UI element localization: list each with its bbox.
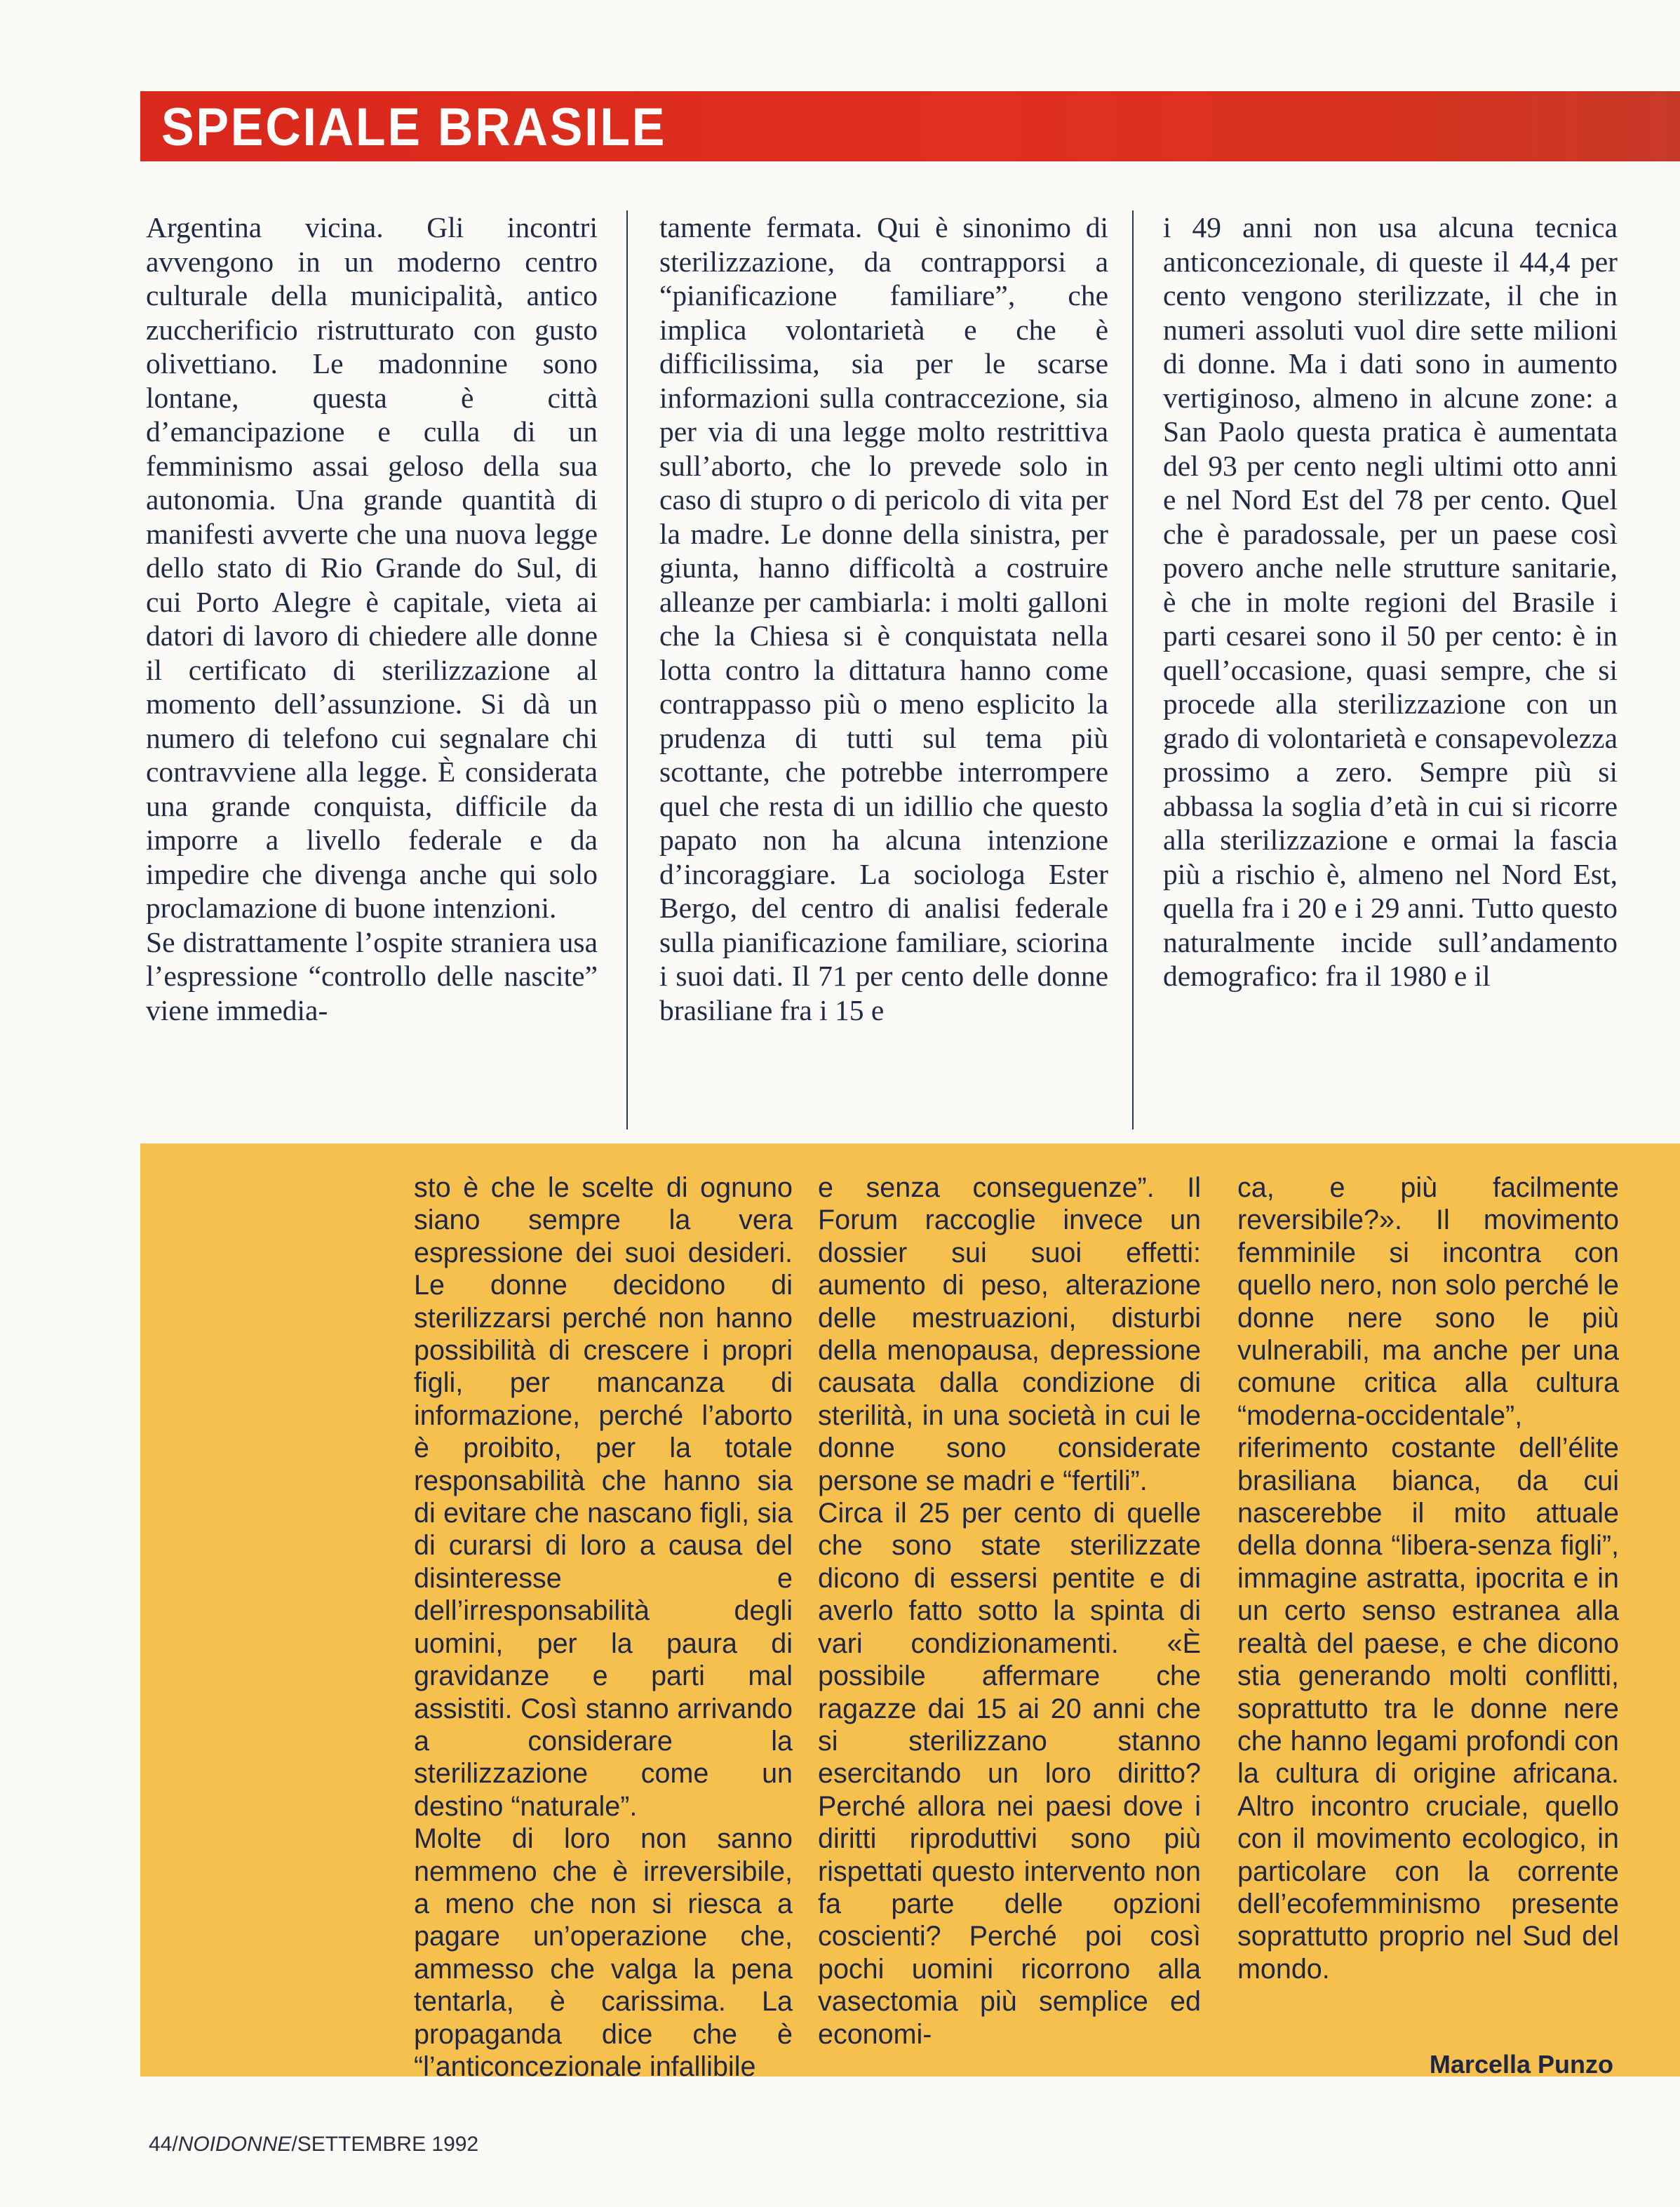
magazine-name: NOIDONNE (177, 2133, 292, 2156)
column-divider (1132, 210, 1134, 1129)
column-divider (626, 210, 628, 1129)
box-column-1 (414, 1172, 793, 2082)
page-footer (149, 2133, 478, 2156)
author-signature: Marcella Punzo (1429, 2050, 1613, 2079)
article-paragraph: tamente fermata. Qui è sinonimo di sterilizzazione, da contrapporsi a “pianificazione familiare”, che implica volontarietà e che è difficilissima, sia per le scarse informazioni sulla contraccezione, sia per via di una legge molto restrittiva sull’aborto, che lo prevede solo in caso di stupro o di pericolo di vita per la madre. Le donne della sinistra, per giunta, hanno difficoltà a costruire alleanze per cambiarla: i molti galloni che la Chiesa si è conquistata nella lotta contro la dittatura hanno come contrappasso più o meno esplicito la prudenza di tutti sul tema più scottante, che potrebbe interrompere quel che resta di un idillio che questo papato non ha alcuna intenzione d’incoraggiare. La sociologa Ester Bergo, del centro di analisi federale sulla pianificazione familiare, sciorina i suoi dati. Il 71 per cento delle donne brasiliane fra i 15 e (659, 211, 1108, 1026)
article-column-2 (659, 210, 1108, 1143)
page-number: 44/ (149, 2133, 178, 2156)
issue-date: /SETTEMBRE 1992 (291, 2133, 479, 2156)
box-paragraph: ca, e più facilmente reversibile?». Il movimento femminile si incontra con quello nero, non solo perché le donne nere sono le più vulnerabili, ma anche per una comune critica alla cultura “moderna-occidentale”, riferimento costante dell’élite brasiliana bianca, da cui nascerebbe il mito attuale della donna “libera-senza figli”, immagine astratta, ipocrita e in un certo senso estranea alla realtà del paese, e che dicono stia generando molti conflitti, soprattutto tra le donne nere che hanno legami profondi con la cultura di origine africana. Altro incontro cruciale, quello con il movimento ecologico, in particolare con la corrente dell’ecofemminismo presente soprattutto proprio nel Sud del mondo. (1237, 1172, 1619, 1985)
box-column-3 (1237, 1172, 1619, 2062)
box-column-2 (818, 1172, 1201, 2062)
article-paragraph: Argentina vicina. Gli incontri avvengono in un moderno centro culturale della municipalità, antico zuccherificio ristrutturato con gusto olivettiano. Le madonnine sono lontane, questa è città d’emancipazione e culla di un femminismo assai geloso della sua autonomia. Una grande quantità di manifesti avverte che una nuova legge dello stato di Rio Grande do Sul, di cui Porto Alegre è capitale, vieta ai datori di lavoro di chiedere alle donne il certificato di sterilizzazione al momento dell’assunzione. Si dà un numero di telefono cui segnalare chi contravviene alla legge. È considerata una grande conquista, difficile da imporre a livello federale e da impedire che divenga anche qui solo proclamazione di buone intenzioni. (146, 211, 598, 924)
article-paragraph: Se distrattamente l’ospite straniera usa l’espressione “controllo delle nascite” viene immedia- (146, 925, 598, 1026)
article-column-3 (1163, 210, 1618, 1143)
section-title: SPECIALE BRASILE (161, 98, 667, 157)
box-paragraph: sto è che le scelte di ognuno siano sempre la vera espressione dei suoi desideri. Le donne decidono di sterilizzarsi perché non hanno possibilità di crescere i propri figli, per mancanza di informazione, perché l’aborto è proibito, per la totale responsabilità che hanno sia di evitare che nascano figli, sia di curarsi di loro a causa del disinteresse e dell’irresponsabilità degli uomini, per la paura di gravidanze e parti mal assistiti. Così stanno arrivando a considerare la sterilizzazione come un destino “naturale”. (414, 1172, 793, 1822)
box-paragraph: e senza conseguenze”. Il Forum raccoglie invece un dossier sui suoi effetti: aumento di peso, alterazione delle mestruazioni, disturbi della menopausa, depressione causata dalla condizione di sterilità, in una società in cui le donne sono considerate persone se madri e “fertili”. (818, 1172, 1201, 1496)
box-paragraph: Circa il 25 per cento di quelle che sono state sterilizzate dicono di essersi pentite e di averlo fatto sotto la spinta di vari condizionamenti. «È possibile affermare che ragazze dai 15 ai 20 anni che si sterilizzano stanno esercitando un loro diritto? Perché allora nei paesi dove i diritti riproduttivi sono più rispettati questo intervento non fa parte delle opzioni coscienti? Perché poi così pochi uomini ricorrono alla vasectomia più semplice ed economi- (818, 1498, 1201, 2050)
box-paragraph: Molte di loro non sanno nemmeno che è irreversibile, a meno che non si riesca a pagare un’operazione che, ammesso che valga la pena tentarla, è carissima. La propaganda dice che è “l’anticoncezionale infallibile (414, 1823, 793, 2082)
article-column-1 (146, 210, 598, 1143)
article-paragraph: i 49 anni non usa alcuna tecnica anticoncezionale, di queste il 44,4 per cento vengono sterilizzate, il che in numeri assoluti vuol dire sette milioni di donne. Ma i dati sono in aumento vertiginoso, almeno in alcune zone: a San Paolo questa pratica è aumentata del 93 per cento negli ultimi otto anni e nel Nord Est del 78 per cento. Quel che è paradossale, per un paese così povero anche nelle strutture sanitarie, è che in molte regioni del Brasile i parti cesarei sono il 50 per cento: è in quell’occasione, quasi sempre, che si procede alla sterilizzazione con un grado di volontarietà e consapevolezza prossimo a zero. Sempre più si abbassa la soglia d’età in cui si ricorre alla sterilizzazione e ormai la fascia più a rischio è, almeno nel Nord Est, quella fra i 20 e i 29 anni. Tutto questo naturalmente incide sull’andamento demografico: fra il 1980 e il (1163, 211, 1618, 992)
